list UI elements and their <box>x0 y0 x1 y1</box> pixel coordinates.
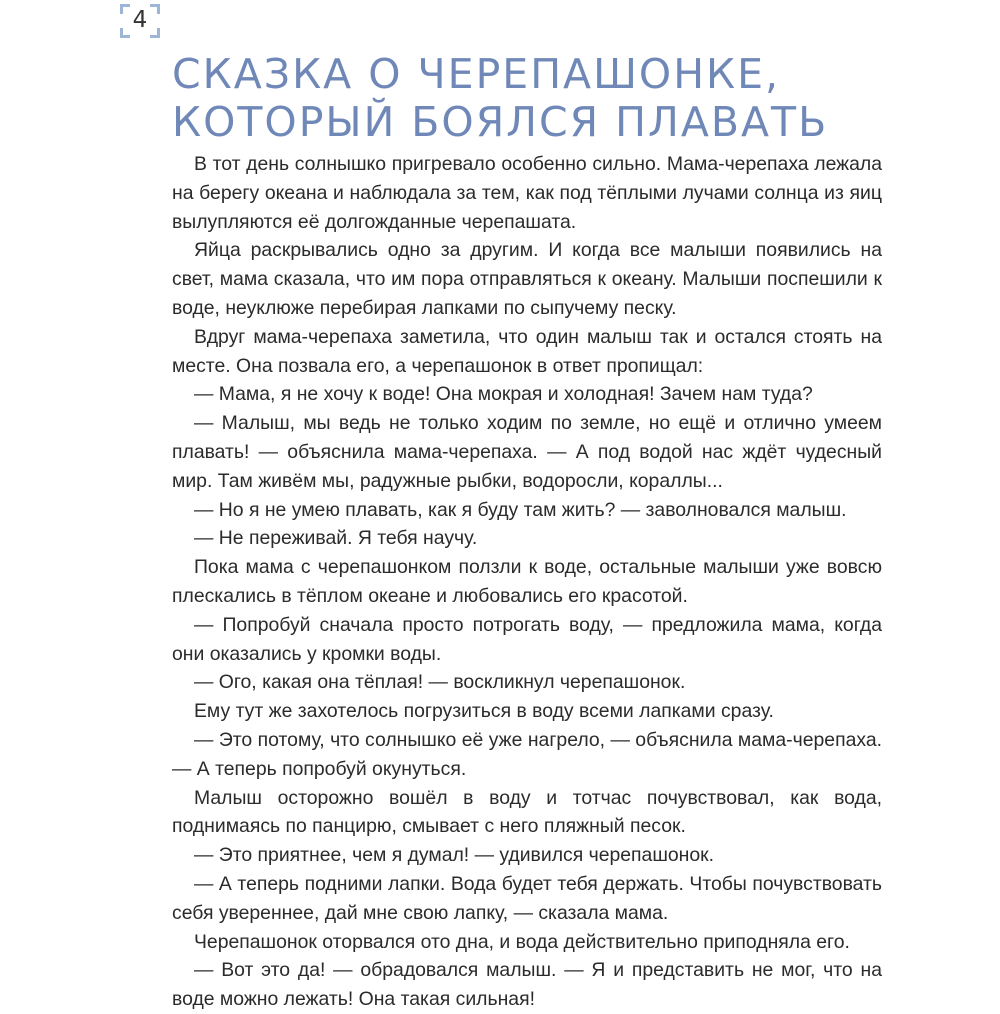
story-title-line-1: СКАЗКА О ЧЕРЕПАШОНКЕ, <box>172 50 781 98</box>
story-title <box>172 50 972 146</box>
dialogue-line: — Попробуй сначала просто потрогать воду, — предложила мама, когда они оказались у кромки воды. <box>172 613 882 665</box>
page-number: 4 <box>132 7 148 33</box>
paragraph: Яйца раскрывались одно за другим. И когда все малыши появились на свет, мама сказала, что им пора отправляться к океану. Малыши поспешили к воде, неуклюже перебирая лапками по сыпучему песку. <box>172 239 882 319</box>
dialogue-line: — Ого, какая она тёплая! — воскликнул черепашонок. <box>194 671 686 694</box>
paragraph: Вдруг мама-черепаха заметила, что один малыш так и остался стоять на месте. Она позвала его, а черепашонок в ответ пропищал: <box>172 325 882 377</box>
story-body <box>172 150 882 1014</box>
dialogue-line: — Но я не умею плавать, как я буду там жить? — заволновался малыш. <box>194 498 847 521</box>
paragraph: Черепашонок оторвался ото дна, и вода действительно приподняла его. <box>194 930 850 953</box>
dialogue-line: — Мама, я не хочу к воде! Она мокрая и холодная! Зачем нам туда? <box>194 383 813 406</box>
paragraph: Малыш осторожно вошёл в воду и тотчас почувствовал, как вода, поднимаясь по панцирю, смывает с него пляжный песок. <box>172 786 882 838</box>
dialogue-line: — Вот это да! — обрадовался малыш. — Я и представить не мог, что на воде можно лежать! Она такая сильная! <box>172 959 882 1011</box>
page-number-frame <box>120 4 160 38</box>
dialogue-line: — Малыш, мы ведь не только ходим по земле, но ещё и отлично умеем плавать! — объяснила мама-черепаха. — А под водой нас ждёт чудесный мир. Там живём мы, радужные рыбки, водоросли, кораллы... <box>172 412 882 492</box>
dialogue-line: — А теперь подними лапки. Вода будет тебя держать. Чтобы почувствовать себя увереннее, дай мне свою лапку, — сказала мама. <box>172 872 882 924</box>
story-title-line-2: КОТОРЫЙ БОЯЛСЯ ПЛАВАТЬ <box>172 98 829 146</box>
paragraph: В тот день солнышко пригревало особенно сильно. Мама-черепаха лежала на берегу океана и наблюдала за тем, как под тёплыми лучами солнца из яиц вылупляются её долгожданные черепашата. <box>172 153 882 233</box>
dialogue-line: — Это потому, что солнышко её уже нагрело, — объяснила мама-черепаха. — А теперь попробуй окунуться. <box>172 728 882 780</box>
paragraph: Ему тут же захотелось погрузиться в воду всеми лапками сразу. <box>194 700 774 723</box>
dialogue-line: — Не переживай. Я тебя научу. <box>194 527 478 550</box>
paragraph: Пока мама с черепашонком ползли к воде, остальные малыши уже вовсю плескались в тёплом океане и любовались его красотой. <box>172 556 882 607</box>
dialogue-line: — Это приятнее, чем я думал! — удивился черепашонок. <box>194 844 715 867</box>
